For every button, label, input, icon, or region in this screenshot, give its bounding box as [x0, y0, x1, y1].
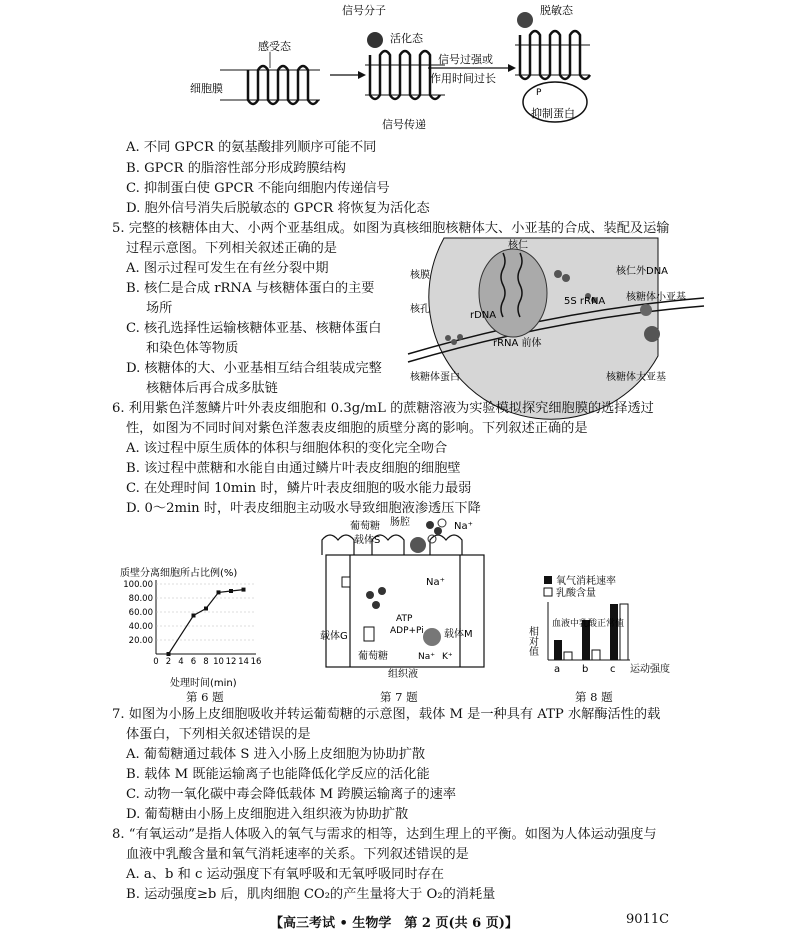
q5-stem-1: 5. 完整的核糖体由大、小两个亚基组成。如图为真核细胞核糖体大、小亚基的合成、装配及运输: [112, 221, 670, 236]
chart-data-point: [204, 607, 208, 611]
fig7-na-top: Na⁺: [454, 521, 473, 532]
label-arrow-line1: 信号过强或: [438, 53, 493, 66]
label-inhibitor: 抑制蛋白: [531, 107, 575, 120]
fig5-nucleolus: 核仁: [508, 240, 528, 251]
chart-x-tick-label: 8: [203, 657, 209, 667]
fig7-carrier-s: 载体S: [354, 535, 381, 546]
chart-xlabel: 处理时间(min): [170, 678, 237, 689]
fig8-xlabel: 运动强度: [630, 664, 670, 675]
q6-option-a: A. 该过程中原生质体的体积与细胞体积的变化完全吻合: [126, 441, 448, 456]
q7-stem-1: 7. 如图为小肠上皮细胞吸收并转运葡萄糖的示意图，载体 M 是一种具有 ATP 水解酶活性的载: [112, 707, 661, 722]
label-membrane: 细胞膜: [190, 82, 223, 95]
q4-option-a: A. 不同 GPCR 的氨基酸排列顺序可能不同: [126, 140, 377, 155]
chart-x-tick-label: 12: [225, 657, 237, 667]
fig7-na-mid: Na⁺: [426, 577, 445, 588]
q5-option-d: D. 核糖体的大、小亚基相互结合组装成完整: [126, 361, 382, 376]
chart-data-point: [192, 614, 196, 618]
label-arrow-line2: 作用时间过长: [430, 72, 496, 85]
fig7-fluid: 组织液: [388, 669, 418, 680]
chart-y-tick-label: 20.00: [128, 636, 153, 646]
q5-option-c: C. 核孔选择性运输核糖体亚基、核糖体蛋白: [126, 321, 382, 336]
chart-x-tick-label: 14: [238, 657, 249, 667]
gpcr-figure: [190, 0, 590, 132]
q7-option-a: A. 葡萄糖通过载体 S 进入小肠上皮细胞为协助扩散: [126, 747, 426, 762]
plasmolysis-chart: [112, 560, 262, 690]
q8-option-b: B. 运动强度≥b 后，肌肉细胞 CO₂的产生量将大于 O₂的消耗量: [126, 887, 496, 902]
fig5-membrane: 核膜: [410, 270, 430, 281]
q6-option-c: C. 在处理时间 10min 时，鳞片叶表皮细胞的吸水能力最弱: [126, 481, 472, 496]
footer-code: 9011C: [626, 912, 670, 927]
chart-y-tick-label: 60.00: [128, 608, 153, 618]
fig7-adp: ADP+Pi: [390, 626, 424, 636]
q5-option-b: B. 核仁是合成 rRNA 与核糖体蛋白的主要: [126, 281, 375, 296]
chart-title: 质壁分离细胞所占比例(%): [120, 568, 238, 579]
fig8-legend-oxygen: 氧气消耗速率: [556, 576, 616, 587]
nucleolus-shape: [479, 249, 547, 337]
chart-x-tick-label: 2: [165, 657, 172, 667]
fig8-x-a: a: [554, 664, 561, 675]
chart-series-line: [169, 590, 244, 654]
q5-stem-2: 过程示意图。下列相关叙述正确的是: [126, 241, 337, 256]
fig8-ylabel: 相对值: [526, 626, 538, 656]
fig7-atp: ATP: [396, 614, 413, 624]
fig5-rdna: rDNA: [470, 310, 497, 321]
fig5-ribo-protein: 核糖体蛋白: [410, 372, 460, 383]
q4-option-b: B. GPCR 的脂溶性部分形成跨膜结构: [126, 161, 346, 176]
chart-data-point: [229, 589, 233, 593]
caption-6: 第 6 题: [186, 690, 224, 704]
label-desensitized: 脱敏态: [540, 4, 573, 17]
q6-stem-1: 6. 利用紫色洋葱鳞片叶外表皮细胞和 0.3g/mL 的蔗糖溶液为实验模拟探究细胞膜的选择透过: [112, 401, 654, 416]
signal-molecule-dot: [367, 32, 383, 48]
fig7-glucose-bottom: 葡萄糖: [358, 651, 388, 662]
q6-stem-2: 性，如图为不同时间对紫色洋葱表皮细胞的质壁分离的影响。下列叙述正确的是: [126, 421, 588, 436]
fig7-k: K⁺: [442, 652, 453, 662]
chart-x-tick-label: 4: [178, 657, 184, 667]
fig5-small-subunit: 核糖体小亚基: [626, 292, 686, 303]
caption-7: 第 7 题: [380, 690, 418, 704]
signal-molecule-dot-2: [517, 12, 533, 28]
q5-option-b-cont: 场所: [146, 301, 173, 316]
q6-option-d: D. 0～2min 时，叶表皮细胞主动吸水导致细胞液渗透压下降: [126, 501, 481, 516]
fig8-legend-lactate: 乳酸含量: [556, 588, 596, 599]
q6-option-b: B. 该过程中蔗糖和水能自由通过鳞片叶表皮细胞的细胞壁: [126, 461, 461, 476]
label-active-state: 活化态: [390, 32, 423, 45]
chart-x-tick-label: 0: [153, 657, 159, 667]
chart-data-point: [242, 588, 246, 592]
q4-option-d: D. 胞外信号消失后脱敏态的 GPCR 将恢复为活化态: [126, 201, 430, 216]
fig7-na-bottom: Na⁺: [418, 652, 435, 662]
fig7-lumen: 肠腔: [390, 517, 410, 528]
fig8-blood-normal: 血液中乳酸正常值: [552, 619, 625, 629]
fig5-large-subunit: 核糖体大亚基: [606, 372, 666, 383]
chart-x-tick-label: 16: [250, 657, 262, 667]
fig5-outer-dna: 核仁外DNA: [616, 266, 669, 277]
fig5-rrna: rRNA 前体: [493, 338, 542, 349]
q7-option-b: B. 载体 M 既能运输离子也能降低化学反应的活化能: [126, 767, 430, 782]
fig5-nucleus-pore: 核孔: [410, 304, 430, 315]
caption-8: 第 8 题: [575, 690, 613, 704]
q8-stem-1: 8. “有氧运动”是指人体吸入的氧气与需求的相等，达到生理上的平衡。如图为人体运动强度与: [112, 827, 657, 842]
label-signal-molecule: 信号分子: [342, 4, 386, 17]
fig7-glucose: 葡萄糖: [350, 521, 380, 532]
ribosome-figure: [408, 238, 704, 384]
q7-option-c: C. 动物一氧化碳中毒会降低载体 M 跨膜运输离子的速率: [126, 787, 457, 802]
q5-option-d-cont: 核糖体后再合成多肽链: [146, 381, 278, 396]
chart-y-tick-label: 80.00: [128, 594, 153, 604]
label-receptor-state: 感受态: [258, 40, 291, 53]
label-signal-transfer: 信号传递: [382, 118, 426, 131]
chart-data-point: [217, 590, 221, 594]
chart-data-point: [167, 652, 171, 656]
q7-option-d: D. 葡萄糖由小肠上皮细胞进入组织液为协助扩散: [126, 807, 409, 822]
q5-option-a: A. 图示过程可发生在有丝分裂中期: [126, 261, 329, 276]
q8-stem-2: 血液中乳酸含量和氧气消耗速率的关系。下列叙述错误的是: [126, 847, 469, 862]
exercise-chart: [526, 572, 680, 680]
chart-x-tick-label: 10: [213, 657, 224, 667]
receptor-sensitive: [248, 66, 318, 104]
q4-option-c: C. 抑制蛋白使 GPCR 不能向细胞内传递信号: [126, 181, 390, 196]
fig8-x-b: b: [582, 664, 589, 675]
q7-stem-2: 体蛋白，下列相关叙述错误的是: [126, 727, 311, 742]
fig5-5s: 5S rRNA: [564, 296, 606, 307]
chart-y-tick-label: 40.00: [128, 622, 153, 632]
chart-y-tick-label: 100.00: [123, 580, 153, 590]
chart-x-tick-label: 6: [190, 657, 197, 667]
fig7-carrier-m: 载体M: [444, 629, 473, 640]
glucose-transport-figure: [320, 515, 490, 680]
fig8-x-c: c: [610, 664, 616, 675]
footer-page-info: 【高三考试 • 生物学 第 2 页(共 6 页)】: [270, 916, 518, 931]
fig7-carrier-g: 载体G: [320, 631, 348, 642]
q8-option-a: A. a、b 和 c 运动强度下有氧呼吸和无氧呼吸同时存在: [126, 867, 444, 882]
q5-option-c-cont: 和染色体等物质: [146, 341, 239, 356]
receptor-desensitized: [520, 31, 590, 79]
label-p: P: [536, 88, 542, 98]
